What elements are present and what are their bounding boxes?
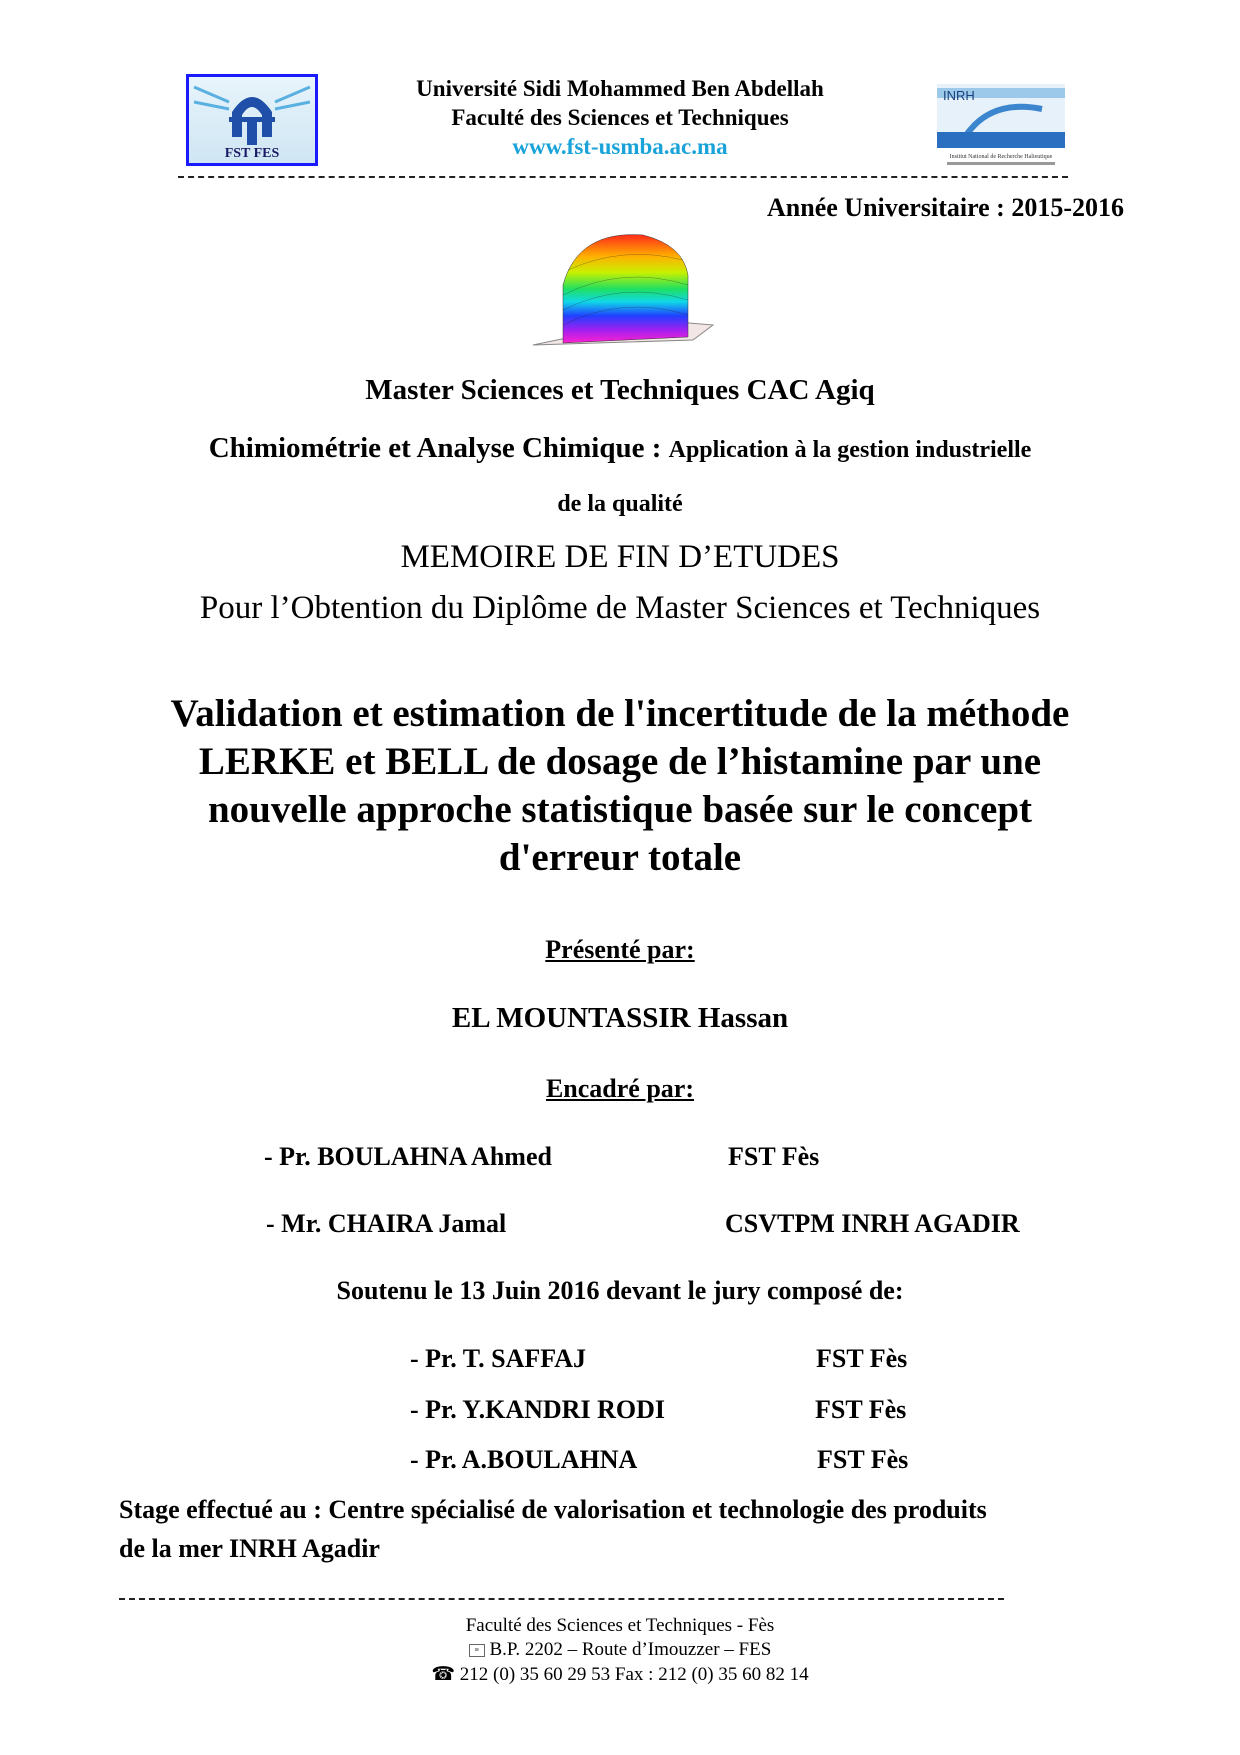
address-text: B.P. 2202 – Route d’Imouzzer – FES	[489, 1639, 772, 1660]
speciality-line2: de la qualité	[557, 491, 683, 517]
jury-member-name: - Pr. A.BOULAHNA	[410, 1445, 638, 1474]
mailbox-icon: ≡	[469, 1644, 485, 1657]
phone-fax-text: 212 (0) 35 60 29 53 Fax : 212 (0) 35 60 82 14	[459, 1664, 809, 1685]
supervisor-affiliation: FST Fès	[728, 1142, 820, 1171]
footer-address	[0, 1639, 1240, 1661]
faculty-name: Faculté des Sciences et Techniques	[451, 105, 789, 130]
footer-phone	[0, 1663, 1240, 1686]
internship-line: de la mer INRH Agadir	[119, 1534, 380, 1563]
title-line: LERKE et BELL de dosage de l’histamine par une	[198, 740, 1042, 783]
supervisor-affiliation: CSVTPM INRH AGADIR	[725, 1209, 1020, 1238]
jury-member-affiliation: FST Fès	[815, 1395, 907, 1424]
header-divider	[178, 176, 1068, 178]
title-line: nouvelle approche statistique basée sur le concept	[207, 788, 1033, 831]
surface-plot-image	[523, 225, 719, 371]
author-name: EL MOUNTASSIR Hassan	[451, 1002, 789, 1034]
speciality-application: Application à la gestion industrielle	[668, 437, 1032, 463]
supervised-by-label: Encadré par:	[545, 1074, 695, 1103]
speciality-name: Chimiométrie et Analyse Chimique :	[208, 432, 662, 464]
inrh-logo	[937, 84, 1065, 170]
university-name: Université Sidi Mohammed Ben Abdellah	[416, 76, 824, 101]
supervisor-name: - Mr. CHAIRA Jamal	[266, 1209, 507, 1238]
diploma-line: Pour l’Obtention du Diplôme de Master Sciences et Techniques	[199, 590, 1041, 626]
jury-member-affiliation: FST Fès	[816, 1344, 908, 1373]
academic-year: Année Universitaire : 2015-2016	[767, 193, 1124, 222]
supervisor-name: - Pr. BOULAHNA Ahmed	[264, 1142, 552, 1171]
master-program: Master Sciences et Techniques CAC Agiq	[365, 374, 875, 406]
title-line: d'erreur totale	[498, 836, 742, 879]
title-line: Validation et estimation de l'incertitude de la méthode	[170, 692, 1070, 735]
internship-line: Stage effectué au : Centre spécialisé de valorisation et technologie des produits	[119, 1495, 987, 1524]
defense-info: Soutenu le 13 Juin 2016 devant le jury composé de:	[336, 1276, 904, 1305]
jury-member-affiliation: FST Fès	[817, 1445, 909, 1474]
footer-divider	[119, 1598, 1004, 1600]
thesis-title	[0, 690, 1240, 882]
speciality	[0, 432, 1240, 465]
presented-by-label: Présenté par:	[545, 935, 695, 964]
svg-text:Institut National de Recherche: Institut National de Recherche Halieutique	[949, 154, 1053, 160]
memoire-heading: MEMOIRE DE FIN D’ETUDES	[400, 539, 840, 575]
jury-member-name: - Pr. Y.KANDRI RODI	[410, 1395, 665, 1424]
svg-text:INRH: INRH	[943, 88, 975, 103]
svg-text:FST FES: FST FES	[224, 146, 280, 161]
jury-member-name: - Pr. T. SAFFAJ	[410, 1344, 586, 1373]
website-link[interactable]: www.fst-usmba.ac.ma	[512, 134, 728, 159]
phone-icon: ☎	[431, 1664, 456, 1685]
footer-faculty: Faculté des Sciences et Techniques - Fès	[465, 1615, 775, 1636]
